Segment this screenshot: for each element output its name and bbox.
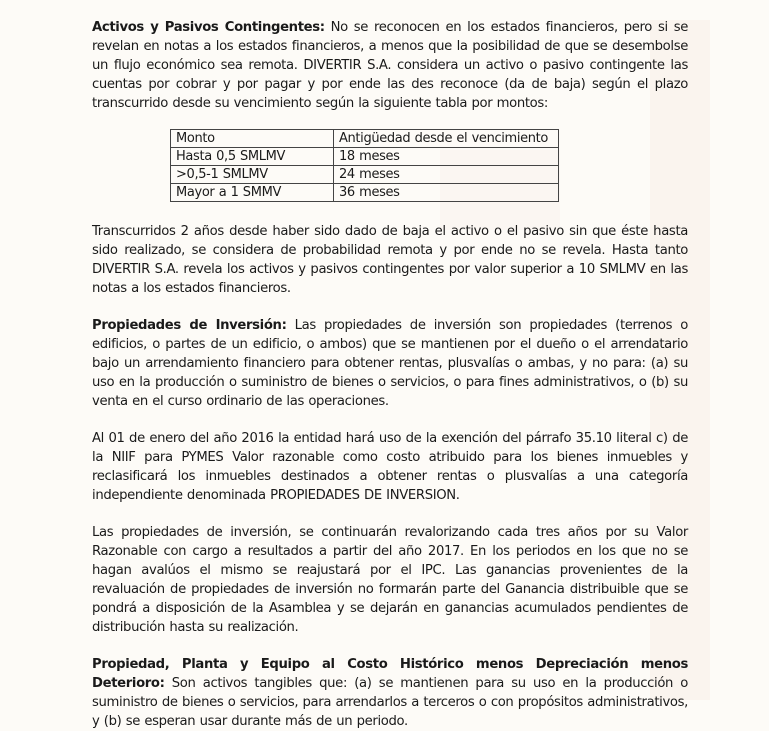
table-row — [171, 148, 559, 166]
table-header-row — [171, 130, 559, 148]
paragraph-revalorizando: Las propiedades de inversión, se continuarán revalorizando cada tres años por su Valor Razonable con cargo a resultados a partir del año 2017. En los periodos en los que no se hagan avalúos el mismo se reajustará por el IPC. Las ganancias provenientes de la revaluación de propiedades de inversión no formarán parte del Ganancia distribuible que se pondrá a disposición de la Asamblea y se dejarán en ganancias acumulados pendientes de distribución hasta su realización. — [92, 525, 688, 635]
table-plazos-wrap — [170, 129, 688, 202]
table-header-cell: Antigüedad desde el vencimiento — [334, 130, 559, 148]
heading-contingentes: Activos y Pasivos Contingentes: — [92, 20, 325, 35]
paragraph-inversion — [92, 316, 688, 411]
table-cell: 36 meses — [334, 184, 559, 202]
table-plazos — [170, 129, 559, 202]
paragraph-transcurridos: Transcurridos 2 años desde haber sido dado de baja el activo o el pasivo sin que éste hasta sido realizado, se considera de probabilidad remota y por ende no se revela. Hasta tanto DIVERTIR S.A. revela los activos y pasivos contingentes por valor superior a 10 SMLMV en las notas a los estados financieros. — [92, 224, 688, 296]
paragraph-ppe — [92, 655, 688, 731]
table-cell: 18 meses — [334, 148, 559, 166]
paragraph-contingentes — [92, 18, 688, 113]
table-cell: >0,5-1 SMLMV — [171, 166, 334, 184]
body-inversion: Las propiedades de inversión son propiedades (terrenos o edificios, o partes de un edificio, o ambos) que se mantienen por el dueño o el arrendatario bajo un arrendamiento financiero para obtener rentas, plusvalías o ambas, y no para: (a) su uso en la producción o suministro de bienes o servicios, o para fines administrativos, o (b) su venta en el curso ordinario de las operaciones. — [92, 318, 688, 409]
table-cell: Mayor a 1 SMMV — [171, 184, 334, 202]
document-page — [92, 18, 688, 731]
table-row — [171, 184, 559, 202]
paragraph-enero: Al 01 de enero del año 2016 la entidad hará uso de la exención del párrafo 35.10 literal c) de la NIIF para PYMES Valor razonable como costo atribuido para los bienes inmuebles y reclasificará los inmuebles destinados a obtener rentas o plusvalías a una categoría independiente denominada PROPIEDADES DE INVERSION. — [92, 431, 688, 503]
table-cell: Hasta 0,5 SMLMV — [171, 148, 334, 166]
heading-ppe: Propiedad, Planta y Equipo al Costo Histórico menos Depreciación menos Deterioro: — [92, 657, 688, 691]
heading-inversion: Propiedades de Inversión: — [92, 318, 287, 333]
body-ppe: Son activos tangibles que: (a) se mantienen para su uso en la producción o suministro de bienes o servicios, para arrendarlos a terceros o con propósitos administrativos, y (b) se esperan usar durante más de un periodo. — [92, 676, 688, 729]
table-header-cell: Monto — [171, 130, 334, 148]
table-row — [171, 166, 559, 184]
body-contingentes: No se reconocen en los estados financieros, pero si se revelan en notas a los estados financieros, a menos que la posibilidad de que se desembolse un flujo económico sea remota. DIVERTIR S.A. considera un activo o pasivo contingente las cuentas por cobrar y por pagar y por ende las des reconoce (da de baja) según el plazo transcurrido desde su vencimiento según la siguiente tabla por montos: — [92, 20, 688, 111]
table-cell: 24 meses — [334, 166, 559, 184]
